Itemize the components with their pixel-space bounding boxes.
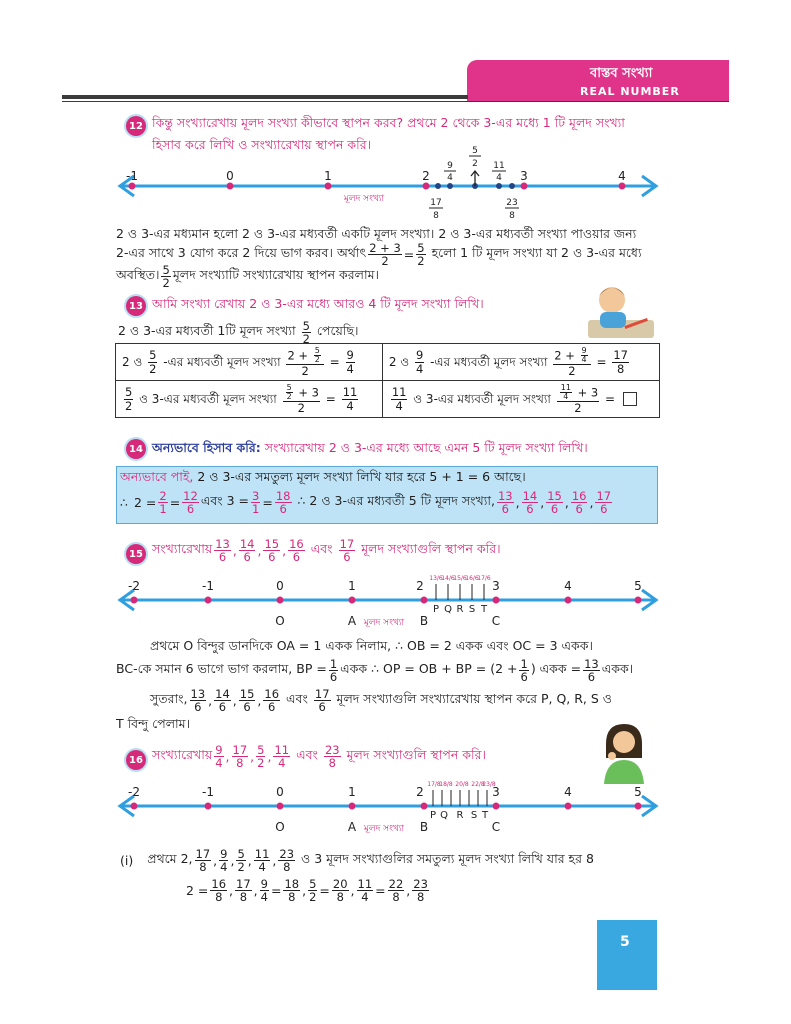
letter-label: O <box>275 614 285 628</box>
letter-label: A <box>347 820 357 834</box>
tick-label: 5 <box>634 579 642 593</box>
tick-point <box>325 183 332 190</box>
letter-label: C <box>491 820 501 834</box>
tick-label: 0 <box>226 169 234 183</box>
s16-part-i: (i) প্রথমে 2, $\frac{17}{8}$ , $\frac{9}{4}$ , $\frac{5}{2}$ , $\frac{11}{4}$ , $\frac{23}{8}$ ও 3 মূলদ সংখ্যাগুলির সমতুল্য মূলদ সংখ্যা লিখি যার হর 8 <box>120 847 594 875</box>
mini-frac: 23/8 <box>482 781 496 788</box>
tick-point <box>205 803 212 810</box>
tick-label: -1 <box>202 579 214 593</box>
child-writing-illustration <box>580 282 660 342</box>
s15-para-line4: T বিন্দু পেলাম। <box>116 716 191 731</box>
point-label: T <box>480 604 488 615</box>
tick-point <box>635 803 642 810</box>
s13-intro: 2 ও 3-এর মধ্যবর্তী 1টি মূলদ সংখ্যা $\frac{5}{2}$ পেয়েছি। <box>118 319 359 347</box>
table-cell: 2 ও $\frac{5}{2}$ -এর মধ্যবর্তী মূলদ সংখ্যা 2 + $\frac{5}{2}$ 2 = $\frac{9}{4}$ <box>116 344 383 381</box>
tick-label: -1 <box>202 785 214 799</box>
mini-frac: 15/6 <box>453 575 467 582</box>
mini-frac: 17/8 <box>427 781 441 788</box>
s15-title: সংখ্যারেখায় $\frac{13}{6}$ , $\frac{14}{6}$ , $\frac{15}{6}$ , $\frac{16}{6}$ এবং $\frac{17}{6}$ মূলদ সংখ্যাগুলি স্থাপন করি। <box>152 537 501 565</box>
s12-para-line3: অবস্থিত। $\frac{5}{2}$ মূলদ সংখ্যাটি সংখ্যারেখায় স্থাপন করলাম। <box>116 263 380 291</box>
tick-label: 1 <box>348 579 356 593</box>
frac-den: 4 <box>496 173 502 183</box>
header-rule-thin <box>62 101 729 102</box>
letter-label: B <box>419 820 429 834</box>
number-line-16 <box>112 776 664 846</box>
point-label: S <box>468 604 476 615</box>
tick-point <box>277 597 284 604</box>
point-label: T <box>481 810 489 821</box>
section-12-badge: 12 <box>126 116 146 136</box>
s12-para-line1: 2 ও 3-এর মধ্যমান হলো 2 ও 3-এর মধ্যবর্তী একটি মূলদ সংখ্যা। 2 ও 3-এর মধ্যবর্তী সংখ্যা পাওয়ার জন্য <box>116 226 637 241</box>
frac-num: 23 <box>506 198 518 208</box>
section-13-badge: 13 <box>126 296 146 316</box>
tick-point <box>227 183 234 190</box>
mini-frac: 14/6 <box>441 575 455 582</box>
mini-frac: 22/8 <box>471 781 485 788</box>
tick-point <box>131 803 138 810</box>
tick-label: 0 <box>276 579 284 593</box>
header-title-en: REAL NUMBER <box>580 85 680 98</box>
tick-point <box>349 803 356 810</box>
mini-frac: 18/8 <box>439 781 453 788</box>
table-cell: 2 ও $\frac{9}{4}$ -এর মধ্যবর্তী মূলদ সংখ্যা 2 + $\frac{9}{4}$ 2 = $\frac{17}{8}$ <box>382 344 659 381</box>
frac-den: 8 <box>509 211 515 221</box>
tick-point <box>423 183 430 190</box>
point-label: Q <box>440 810 448 821</box>
page-number: 5 <box>620 934 630 950</box>
letter-label: C <box>491 614 501 628</box>
frac-den: 4 <box>447 173 453 183</box>
point-label: R <box>456 604 464 615</box>
letter-label: B <box>419 614 429 628</box>
s13-title: আমি সংখ্যা রেখায় 2 ও 3-এর মধ্যে আরও 4 টি মূলদ সংখ্যা লিখি। <box>152 296 484 311</box>
section-16-badge: 16 <box>126 750 146 770</box>
frac-num: 9 <box>447 161 453 171</box>
s16-equivalents: 2 = $\frac{16}{8}$ , $\frac{17}{8}$ , $\frac{9}{4}$ = $\frac{18}{8}$ , $\frac{5}{2}$ = $\frac{20}{8}$ , $\frac{11}{4}$ = $\frac{22}{8}$ , $\frac{23}{8}$ <box>186 877 428 905</box>
tick-label: 2 <box>416 785 424 799</box>
answer-box[interactable] <box>623 392 637 406</box>
mini-frac: 17/6 <box>477 575 491 582</box>
line-label: মূলদ সংখ্যা <box>363 618 405 628</box>
table-cell: $\frac{11}{4}$ ও 3-এর মধ্যবর্তী মূলদ সংখ্যা $\frac{11}{4}$ + 3 2 = <box>382 381 659 418</box>
girl-thinking-illustration <box>592 722 658 784</box>
frac-num: 11 <box>493 161 505 171</box>
tick-label: -1 <box>126 169 138 183</box>
number-line-12 <box>110 144 670 222</box>
tick-label: 2 <box>416 579 424 593</box>
header-title-bn: বাস্তব সংখ্যা <box>590 66 653 81</box>
page-number-tab <box>597 920 657 990</box>
tick-label: 0 <box>276 785 284 799</box>
tick-label: 1 <box>324 169 332 183</box>
tick-point <box>565 803 572 810</box>
s12-text-line2: হিসাব করে লিখি ও সংখ্যারেখায় স্থাপন করি। <box>152 137 372 152</box>
s12-text-line1: কিন্তু সংখ্যারেখায় মূলদ সংখ্যা কীভাবে স্থাপন করব? প্রথমে 2 থেকে 3-এর মধ্যে 1 টি মূলদ সংখ্যা <box>152 115 625 130</box>
frac-point <box>509 183 515 189</box>
tick-point <box>565 597 572 604</box>
point-label: R <box>456 810 464 821</box>
point-label: P <box>432 604 440 615</box>
tick-label: -2 <box>128 785 140 799</box>
frac-num: 5 <box>472 146 478 156</box>
tick-label: -2 <box>128 579 140 593</box>
s13-comparison-table <box>115 343 660 418</box>
tick-point <box>349 597 356 604</box>
s14-box-line2: ∴ 2 = $\frac{2}{1}$ = $\frac{12}{6}$ এবং 3 = $\frac{3}{1}$ = $\frac{18}{6}$ ∴ 2 ও 3-এর মধ্যবর্তী 5 টি মূলদ সংখ্যা, $\frac{13}{6}$ , $\frac{14}{6}$ , $\frac{15}{6}$ , $\frac{16}{6}$ , $\frac{17}{6}$ <box>120 489 612 517</box>
tick-point <box>635 597 642 604</box>
number-line-15 <box>112 570 664 640</box>
mini-frac: 13/6 <box>429 575 443 582</box>
tick-label: 3 <box>520 169 528 183</box>
frac-point <box>447 183 453 189</box>
tick-point <box>521 183 528 190</box>
section-15-badge: 15 <box>126 544 146 564</box>
s15-para-line2: BC-কে সমান 6 ভাগে ভাগ করলাম, BP = $\frac{1}{6}$ একক ∴ OP = OB + BP = (2 + $\frac{1}{6}$ ) একক = $\frac{13}{6}$ একক। <box>116 657 634 685</box>
s12-para-line2: 2-এর সাথে 3 যোগ করে 2 দিয়ে ভাগ করব। অর্থাৎ $\frac{2 + 3}{2}$ = $\frac{5}{2}$ হলো 1 টি মূলদ সংখ্যা যা 2 ও 3-এর মধ্যে <box>116 241 642 269</box>
tick-label: 3 <box>492 785 500 799</box>
header-rule <box>62 95 468 99</box>
letter-label: O <box>275 820 285 834</box>
tick-point <box>493 803 500 810</box>
mini-frac: 16/6 <box>465 575 479 582</box>
tick-label: 4 <box>618 169 626 183</box>
tick-point <box>277 803 284 810</box>
tick-label: 4 <box>564 579 572 593</box>
s15-para-line1: প্রথমে O বিন্দুর ডানদিকে OA = 1 একক নিলাম, ∴ OB = 2 একক এবং OC = 3 একক। <box>150 638 593 653</box>
line-label: মূলদ সংখ্যা <box>363 824 405 834</box>
s16-title: সংখ্যারেখায় $\frac{9}{4}$ , $\frac{17}{8}$ , $\frac{5}{2}$ , $\frac{11}{4}$ এবং $\frac{23}{8}$ মূলদ সংখ্যাগুলি স্থাপন করি। <box>152 743 486 771</box>
frac-den: 2 <box>472 159 478 169</box>
point-label: P <box>429 810 437 821</box>
tick-label: 2 <box>422 169 430 183</box>
frac-num: 17 <box>430 198 442 208</box>
tick-point <box>421 597 428 604</box>
tick-label: 3 <box>492 579 500 593</box>
mini-frac: 20/8 <box>455 781 469 788</box>
tick-point <box>619 183 626 190</box>
point-label: Q <box>444 604 452 615</box>
tick-point <box>129 183 136 190</box>
tick-point <box>421 803 428 810</box>
section-14-badge: 14 <box>126 439 146 459</box>
table-cell: $\frac{5}{2}$ ও 3-এর মধ্যবর্তী মূলদ সংখ্যা $\frac{5}{2}$ + 3 2 = $\frac{11}{4}$ <box>116 381 383 418</box>
letter-label: A <box>347 614 357 628</box>
tick-label: 5 <box>634 785 642 799</box>
tick-point <box>493 597 500 604</box>
s14-title: অন্যভাবে হিসাব করি: সংখ্যারেখায় 2 ও 3-এর মধ্যে আছে এমন 5 টি মূলদ সংখ্যা লিখি। <box>152 440 588 455</box>
frac-point <box>435 183 441 189</box>
point-label: S <box>470 810 478 821</box>
tick-point <box>131 597 138 604</box>
s14-box-line1: অন্যভাবে পাই, 2 ও 3-এর সমতুল্য মূলদ সংখ্যা লিখি যার হরে 5 + 1 = 6 আছে। <box>120 469 526 484</box>
s15-para-line3: সুতরাং, $\frac{13}{6}$ , $\frac{14}{6}$ , $\frac{15}{6}$ , $\frac{16}{6}$ এবং $\frac{17}{6}$ মূলদ সংখ্যাগুলি সংখ্যারেখায় স্থাপন করে P, Q, R, S ও <box>150 687 612 715</box>
frac-den: 8 <box>433 211 439 221</box>
tick-label: 1 <box>348 785 356 799</box>
line-label: মূলদ সংখ্যা <box>343 194 385 204</box>
tick-label: 4 <box>564 785 572 799</box>
tick-point <box>205 597 212 604</box>
frac-point <box>496 183 502 189</box>
